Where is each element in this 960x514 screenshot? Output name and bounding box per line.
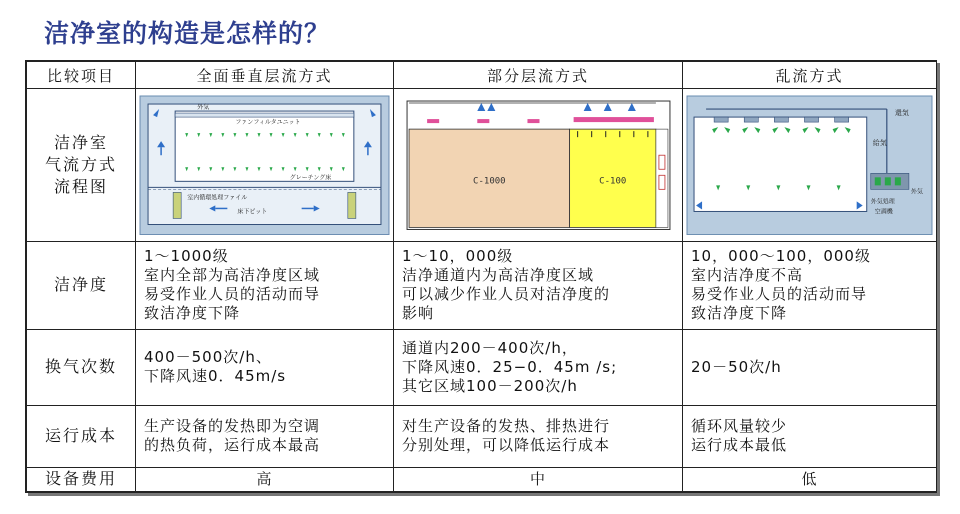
cell-line: 室内洁净度不高 [691,266,804,285]
row-label-line: 洁净室 [53,132,108,152]
cell-air-partial [394,330,683,405]
diagram-partial [394,89,683,242]
table-row-diagram [27,89,937,242]
diagram-label-outside-air-2: 外気 [910,187,923,195]
comparison-table [25,60,937,493]
cell-line: 生产设备的发热即为空调 [144,417,321,436]
cell-line: 致洁净度下降 [144,304,241,323]
diagram-label-circulation: 室内循環処理ファイル [187,194,248,201]
row-label-cleanliness: 洁净度 [27,241,136,329]
cell-line: 通道内200－400次/h， [402,338,578,357]
row-label-air-changes: 换气次数 [27,330,136,405]
cell-line: 洁净通道内为高洁净度区域 [402,266,595,285]
diagram-full-vertical [136,89,394,242]
cell-equipment-full: 高 [136,467,394,491]
diagram-label-supply-air: 給気 [872,137,887,147]
cell-line: 易受作业人员的活动而导 [144,285,321,304]
row-label-cost: 运行成本 [27,405,136,467]
cell-line: 1～10，000级 [402,247,514,266]
cell-line: 影响 [402,304,435,323]
header-turbulent: 乱流方式 [683,62,937,89]
cell-line: 可以减少作业人员对洁净度的 [402,285,611,304]
table-row-air-changes [27,330,937,405]
cell-line: 400－500次/h、 [144,348,272,367]
table-row-cleanliness [27,241,937,329]
cell-line: 易受作业人员的活动而导 [691,285,868,304]
zone-label-c1000: C-1000 [473,175,506,186]
cell-line: 循环风量较少 [691,417,788,436]
cell-cleanliness-partial [394,241,683,329]
diagram-turbulent [683,89,937,242]
diagram-label-oa-process: 外気処理 [870,198,895,206]
diagram-label-floor-pit: 床下ピット [237,208,268,216]
header-compare-item: 比较项目 [27,62,136,89]
header-full-vertical: 全面垂直层流方式 [136,62,394,89]
diagram-label-outside-air: 外気 [197,103,210,111]
cell-equipment-turbulent: 低 [683,467,937,491]
cell-line: 其它区域100－200次/h [402,376,578,395]
cell-cost-full [136,405,394,467]
cell-equipment-partial: 中 [394,467,683,491]
header-partial: 部分层流方式 [394,62,683,89]
table-row-equipment [27,467,937,491]
cell-line: 下降风速0．45m/s [144,367,287,386]
partial-flow-diagram [397,95,679,235]
cell-line: 对生产设备的发热、排热进行 [402,417,611,436]
zone-label-c100: C-100 [599,175,627,186]
diagram-label-return-air: 還気 [894,107,909,117]
row-label-line: 流程图 [53,176,108,196]
cell-air-full [136,330,394,405]
cell-line: 的热负荷，运行成本最高 [144,436,321,455]
row-label-diagram [27,89,136,242]
cell-line: 运行成本最低 [691,436,788,455]
cell-line: 室内全部为高洁净度区域 [144,266,321,285]
cell-cost-partial [394,405,683,467]
cell-line: 10，000～100，000级 [691,247,871,266]
page-title: 洁净室的构造是怎样的？ [44,19,331,48]
full-vertical-flow-diagram [139,95,390,236]
cell-line: 致洁净度下降 [691,304,788,323]
cell-cleanliness-turbulent [683,241,937,329]
cell-line: 1～1000级 [144,247,229,266]
table-row-cost [27,405,937,467]
cell-line: 20－50次/h [691,357,782,376]
cell-line: 下降风速0．25−0．45m /s; [402,357,618,376]
diagram-label-ffu: ファンフィルタユニット [235,118,301,126]
row-label-line: 气流方式 [44,154,117,174]
diagram-label-grating-floor: グレーチング床 [289,173,332,181]
cell-cleanliness-full [136,241,394,329]
table-header-row [27,62,937,89]
cell-air-turbulent [683,330,937,405]
diagram-label-ahu: 空調機 [874,208,893,216]
cell-cost-turbulent [683,405,937,467]
row-label-equipment: 设备费用 [27,467,136,491]
turbulent-flow-diagram [686,95,933,236]
cell-line: 分别处理，可以降低运行成本 [402,436,611,455]
